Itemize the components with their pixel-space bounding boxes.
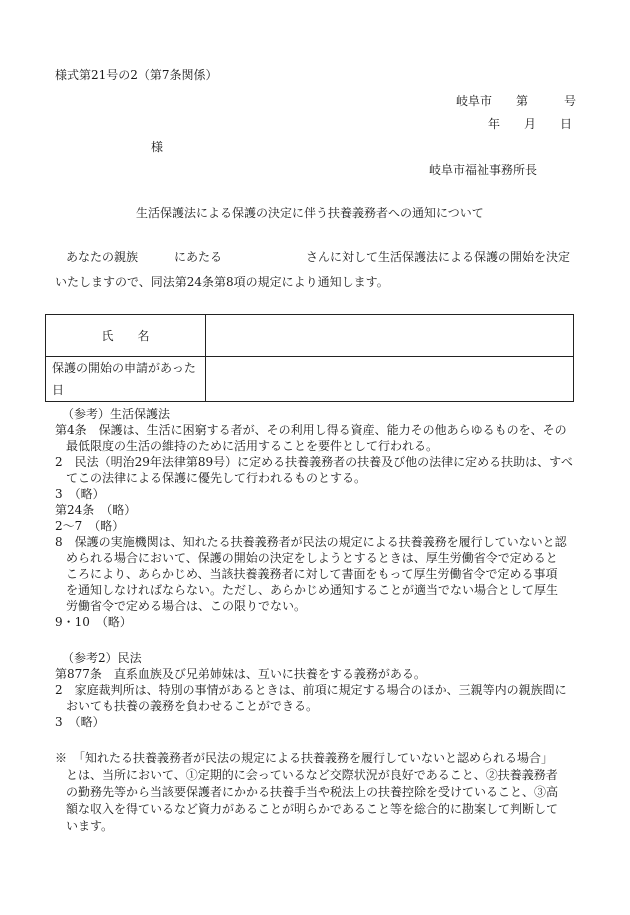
- ref2-line: おいても扶養の義務を負わせることができる。: [66, 699, 319, 713]
- sender: 岐阜市福祉事務所長: [429, 163, 538, 177]
- ref1-line: ころにより、あらかじめ、当該扶養義務者に対して書面をもって厚生労働省令で定める事項: [66, 567, 558, 581]
- form-number: 様式第21号の2（第7条関係）: [55, 68, 218, 82]
- ref2-line: 2 家庭裁判所は、特別の事情があるときは、前項に規定する場合のほか、三親等内の親族間に: [55, 683, 567, 697]
- issue-date: 年 月 日: [488, 117, 573, 131]
- ref2-heading: （参考2）民法: [62, 651, 142, 665]
- ref1-heading: （参考）生活保護法: [62, 407, 171, 421]
- ref1-line: 9・10 （略）: [55, 615, 132, 629]
- document-number: 岐阜市 第 号: [456, 94, 577, 108]
- ref1-line: を通知しなければならない。ただし、あらかじめ通知することが適当でない場合として厚生: [66, 583, 559, 597]
- date-value: [206, 357, 574, 402]
- note-line: 額な収入を得ているなど資力があることが明らかであること等を総合的に勘案して判断して: [66, 802, 559, 816]
- ref1-line: 2 民法（明治29年法律第89号）に定める扶養義務者の扶養及び他の法律に定める扶助は、すべ: [55, 455, 573, 469]
- note-line: います。: [66, 819, 114, 833]
- ref1-line: められる場合において、保護の開始の決定をしようとするときは、厚生労働省令で定めると: [66, 551, 558, 565]
- note-line: ※ 「知れたる扶養義務者が民法の規定による扶養義務を履行していないと認められる場合」: [55, 751, 554, 765]
- ref1-line: 2〜7 （略）: [55, 519, 125, 533]
- addressee-suffix: 様: [151, 140, 164, 154]
- ref1-line: 3 （略）: [55, 487, 105, 501]
- name-value: [206, 315, 574, 357]
- ref1-line: 8 保護の実施機関は、知れたる扶養義務者が民法の規定による扶養義務を履行していないと認: [55, 535, 567, 549]
- ref2-line: 3 （略）: [55, 715, 105, 729]
- ref1-line: 労働省令で定める場合は、この限りでない。: [66, 599, 307, 613]
- document-title: 生活保護法による保護の決定に伴う扶養義務者への通知について: [136, 206, 484, 220]
- date-row: [46, 357, 574, 402]
- note-line: の勤務先等から当該要保護者にかかる扶養手当や税法上の扶養控除を受けていること、③高: [66, 785, 559, 799]
- name-label: 氏 名: [46, 315, 206, 357]
- date-label: 保護の開始の申請があった日: [46, 357, 206, 402]
- body-line-1: あなたの親族 にあたる さんに対して生活保護法による保護の開始を決定: [66, 250, 571, 264]
- name-row: [46, 315, 574, 357]
- info-table: [45, 314, 574, 402]
- ref1-line: 最低限度の生活の維持のために活用することを要件として行われる。: [66, 439, 439, 453]
- note-line: とは、当所において、①定期的に会っているなど交際状況が良好であること、②扶養義務者: [66, 768, 558, 782]
- ref1-line: 第4条 保護は、生活に困窮する者が、その利用し得る資産、能力その他あらゆるものを、その: [55, 423, 567, 437]
- ref1-line: 第24条 （略）: [55, 503, 137, 517]
- ref2-line: 第877条 直系血族及び兄弟姉妹は、互いに扶養をする義務がある。: [55, 667, 426, 681]
- ref1-line: てこの法律による保護に優先して行われるものとする。: [66, 471, 367, 485]
- body-line-2: いたしますので、同法第24条第8項の規定により通知します。: [55, 275, 389, 289]
